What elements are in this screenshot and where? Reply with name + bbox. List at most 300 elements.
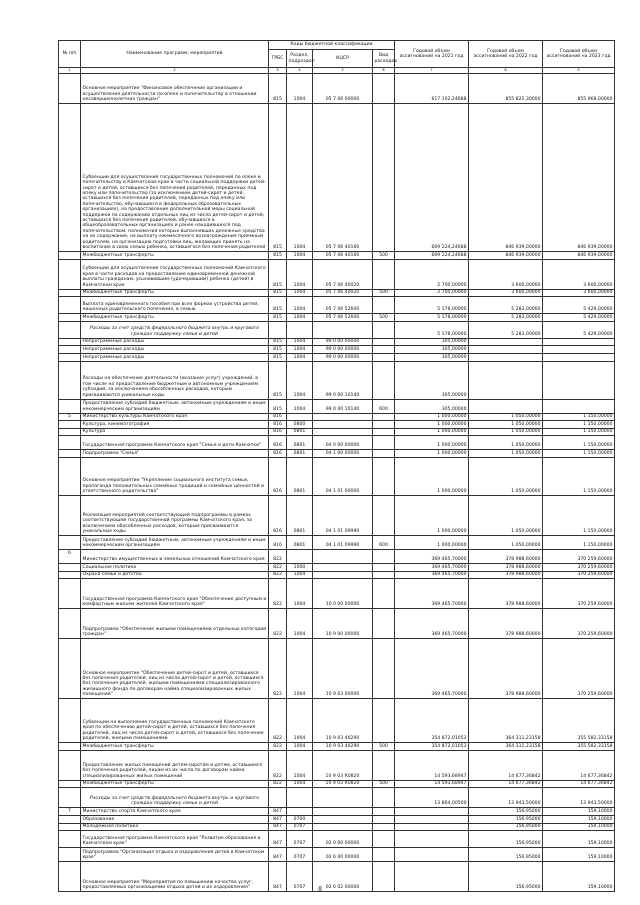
row-amount-2021: 5 178,00000 (395, 321, 469, 338)
row-name: Межбюджетные трансферты (81, 743, 269, 751)
row-section: 1004 (287, 780, 313, 788)
row-amount-2022 (469, 399, 543, 413)
header-vr: Вид расходов (373, 50, 395, 68)
row-amount-2022: 156,95000 (469, 823, 543, 831)
row-section: 1004 (287, 338, 313, 346)
row-csr: 99 0 00 00000 (313, 346, 373, 354)
row-section: 0801 (287, 450, 313, 458)
row-csr: 05 7 06 52600 (313, 314, 373, 322)
row-amount-2023: 846 939,00000 (543, 104, 615, 252)
row-vr (373, 579, 395, 609)
header-codes-group: Коды бюджетной классификации (269, 41, 395, 50)
row-amount-2023: 5 429,00000 (543, 314, 615, 322)
row-section: 1004 (287, 259, 313, 289)
row-name: Подпрограмма "Обеспечение жилыми помещениями отдельных категорий граждан" (81, 609, 269, 639)
row-grbs: 847 (269, 848, 287, 862)
column-index-cell: 8 (469, 68, 543, 74)
row-name: Непрограммные расходы (81, 346, 269, 354)
row-amount-2022: 1 050,00000 (469, 535, 543, 549)
row-amount-2022: 156,95000 (469, 815, 543, 823)
row-name: Государственная программа Камчатского края "Семья и дети Камчатки" (81, 436, 269, 450)
table-row (59, 571, 615, 579)
row-vr (373, 808, 395, 816)
row-section: 0707 (287, 831, 313, 848)
row-section: 1004 (287, 297, 313, 314)
row-grbs: 822 (269, 780, 287, 788)
row-name: Министерство имущественных и земельных отношений Камчатского края (81, 549, 269, 563)
row-section: 1004 (287, 346, 313, 354)
row-amount-2022: 1 050,00000 (469, 495, 543, 535)
row-name: Основное мероприятие "Финансовое обеспечение организации и осуществления деятельности по опеке и попечительству в отношении несовершеннолетних граждан" (81, 74, 269, 104)
row-amount-2022: 13 943,50000 (469, 788, 543, 808)
row-csr (313, 823, 373, 831)
column-index-cell: 6 (373, 68, 395, 74)
table-row (59, 346, 615, 354)
row-csr: 05 7 06 40160 (313, 252, 373, 260)
row-section: 1000 (287, 563, 313, 571)
row-section: 1004 (287, 399, 313, 413)
table-row (59, 808, 615, 816)
row-section: 0707 (287, 862, 313, 892)
row-vr (373, 609, 395, 639)
row-amount-2023: 1 150,00000 (543, 428, 615, 436)
row-grbs (269, 321, 287, 338)
row-csr (313, 413, 373, 421)
row-number (59, 346, 81, 354)
header-csr: КЦСР (313, 50, 373, 68)
row-csr (313, 428, 373, 436)
row-amount-2022 (469, 361, 543, 399)
row-number (59, 571, 81, 579)
row-name: Охрана семьи и детства (81, 571, 269, 579)
row-amount-2022 (469, 338, 543, 346)
row-csr: 04 1 00 00000 (313, 450, 373, 458)
row-amount-2023: 370 259,60000 (543, 571, 615, 579)
row-section: 1004 (287, 74, 313, 104)
row-amount-2022: 156,95000 (469, 808, 543, 816)
budget-table (58, 40, 615, 892)
row-vr (373, 436, 395, 450)
row-csr: 10 9 03 40290 (313, 699, 373, 743)
row-number (59, 609, 81, 639)
row-amount-2021: 14 593,68947 (395, 780, 469, 788)
row-number (59, 428, 81, 436)
row-amount-2023 (543, 346, 615, 354)
table-row (59, 252, 615, 260)
row-vr (373, 353, 395, 361)
row-amount-2021: 305,00000 (395, 399, 469, 413)
row-amount-2022: 156,95000 (469, 848, 543, 862)
row-vr (373, 74, 395, 104)
table-row (59, 563, 615, 571)
row-csr: 10 9 03 R0820 (313, 780, 373, 788)
row-grbs: 822 (269, 571, 287, 579)
row-amount-2021: 609 224,24688 (395, 252, 469, 260)
row-amount-2023: 1 150,00000 (543, 450, 615, 458)
table-row (59, 848, 615, 862)
row-csr: 10 9 03 40290 (313, 743, 373, 751)
row-grbs: 815 (269, 104, 287, 252)
row-number (59, 314, 81, 322)
header-2023: Годовой объем ассигнований на 2023 год (543, 41, 615, 68)
row-csr (313, 788, 373, 808)
row-amount-2021: 369 465,70000 (395, 639, 469, 699)
row-section: 0801 (287, 535, 313, 549)
row-number (59, 74, 81, 104)
row-section: 0801 (287, 436, 313, 450)
table-row (59, 815, 615, 823)
row-name: Непрограммные расходы (81, 338, 269, 346)
table-row (59, 428, 615, 436)
row-grbs: 822 (269, 549, 287, 563)
row-grbs: 816 (269, 421, 287, 429)
row-vr (373, 788, 395, 808)
table-row (59, 495, 615, 535)
row-grbs: 847 (269, 808, 287, 816)
row-vr (373, 815, 395, 823)
row-section (287, 549, 313, 563)
table-row (59, 74, 615, 104)
row-section: 0700 (287, 815, 313, 823)
header-grbs: ГРБС (269, 50, 287, 68)
row-amount-2021: 305,00000 (395, 361, 469, 399)
row-number (59, 495, 81, 535)
row-amount-2021: 305,00000 (395, 353, 469, 361)
table-row (59, 259, 615, 289)
row-grbs: 816 (269, 535, 287, 549)
row-number (59, 457, 81, 495)
table-row (59, 314, 615, 322)
row-name: Субвенции для осуществления государственных полномочий Камчатского края в части расходов на предоставление единовременной денежной выплаты гражданам, усыновившим (удочерившим) ребенка (детей) в Камчатском крае (81, 259, 269, 289)
row-amount-2023: 14 677,36842 (543, 750, 615, 780)
header-num: № п/п (59, 41, 81, 68)
column-index-cell: 5 (313, 68, 373, 74)
row-number (59, 579, 81, 609)
row-section: 1004 (287, 353, 313, 361)
table-row (59, 289, 615, 297)
row-grbs: 847 (269, 862, 287, 892)
row-amount-2021: 13 864,00500 (395, 788, 469, 808)
header-2022: Годовой объем ассигнований на 2022 год (469, 41, 543, 68)
row-vr (373, 549, 395, 563)
row-amount-2022: 364 311,23158 (469, 699, 543, 743)
table-row (59, 639, 615, 699)
row-vr (373, 413, 395, 421)
row-amount-2023: 159,10000 (543, 815, 615, 823)
row-number (59, 848, 81, 862)
row-amount-2022: 14 677,36842 (469, 780, 543, 788)
row-grbs: 815 (269, 346, 287, 354)
row-name: Предоставление субсидий бюджетным, автономным учреждениям и иным некоммерческим организациям (81, 399, 269, 413)
row-amount-2022: 3 600,00000 (469, 289, 543, 297)
row-name: Подпрограмма "Организация отдыха и оздоровления детей в Камчатском крае" (81, 848, 269, 862)
row-amount-2021: 5 178,00000 (395, 314, 469, 322)
row-number: 5 (59, 413, 81, 421)
row-number (59, 399, 81, 413)
row-csr (313, 549, 373, 563)
row-amount-2023: 3 600,00000 (543, 259, 615, 289)
row-amount-2021 (395, 815, 469, 823)
row-number: 6 (59, 549, 81, 563)
row-amount-2023: 1 150,00000 (543, 436, 615, 450)
row-name: Расходы за счет средств федерального бюджета внутрь и кругового граждан поддержку семьи и детей (81, 788, 269, 808)
row-amount-2021: 1 000,00000 (395, 495, 469, 535)
row-name: Выплата единовременного пособия при всех формах устройства детей, лишенных родительского попечения, в семью (81, 297, 269, 314)
row-amount-2022: 1 050,00000 (469, 421, 543, 429)
row-section: 0801 (287, 457, 313, 495)
row-amount-2023: 1 150,00000 (543, 421, 615, 429)
row-amount-2023: 13 943,50000 (543, 788, 615, 808)
row-name: Межбюджетные трансферты (81, 289, 269, 297)
row-amount-2023: 1 150,00000 (543, 535, 615, 549)
row-grbs: 822 (269, 699, 287, 743)
row-name: Государственная программа Камчатского края "Обеспечение доступным и комфортным жильем жителей Камчатского края" (81, 579, 269, 609)
row-number (59, 743, 81, 751)
row-grbs: 816 (269, 428, 287, 436)
table-row (59, 321, 615, 338)
row-csr: 02 6 00 00000 (313, 848, 373, 862)
row-amount-2021: 354 872,01053 (395, 699, 469, 743)
row-vr (373, 428, 395, 436)
row-vr (373, 457, 395, 495)
row-amount-2023: 1 150,00000 (543, 457, 615, 495)
row-vr: 600 (373, 399, 395, 413)
row-amount-2022: 5 283,00000 (469, 321, 543, 338)
row-amount-2023: 355 582,33158 (543, 699, 615, 743)
header-2021: Годовой объем ассигнований на 2021 год (395, 41, 469, 68)
row-amount-2021: 5 178,00000 (395, 297, 469, 314)
row-csr (313, 563, 373, 571)
column-index-cell: 1 (59, 68, 81, 74)
row-number (59, 788, 81, 808)
table-row (59, 823, 615, 831)
table-row (59, 457, 615, 495)
row-number (59, 699, 81, 743)
row-name: Предоставление субсидий бюджетным, автономным учреждениям и иным некоммерческим организациям (81, 535, 269, 549)
row-amount-2021: 1 000,00000 (395, 436, 469, 450)
row-vr (373, 563, 395, 571)
row-amount-2021: 609 224,24688 (395, 104, 469, 252)
row-amount-2022: 1 050,00000 (469, 436, 543, 450)
row-number (59, 252, 81, 260)
row-csr: 10 9 00 00000 (313, 609, 373, 639)
row-amount-2021: 305,00000 (395, 346, 469, 354)
row-name: Субвенции для осуществления государственных полномочий по опеке и попечительству в Камчатском крае в части социальной поддержки детей-сирот и детей, оставшихся без попечения родителей, переданных под опеку или попечительство (за исключением детей-сирот и детей, оставшихся без попечения родителей, переданных под опеку или попечительство, обучающихся в федеральных образовательных организациях), на предоставление дополнительной меры социальной поддержки по содержанию отдельных лиц из числа детей-сирот и детей, оставшихся без попечения родителей, обучавшихся в общеобразовательных организациях и ранее находившихся под попечительством, полномочия которых выполнявших денежные средства на их содержание, на выплату ежемесячного вознаграждения приемным родителям, на организацию подготовки лиц, желающих принять на воспитание в свою семью ребенка, оставшегося без попечения родителей (81, 104, 269, 252)
row-name: Межбюджетные трансферты (81, 780, 269, 788)
row-vr (373, 361, 395, 399)
row-amount-2022: 378 988,60000 (469, 571, 543, 579)
row-grbs: 816 (269, 450, 287, 458)
row-amount-2022: 378 988,60000 (469, 549, 543, 563)
row-csr: 99 0 00 00000 (313, 338, 373, 346)
row-amount-2022: 3 600,00000 (469, 259, 543, 289)
table-body (59, 74, 615, 892)
row-grbs: 822 (269, 609, 287, 639)
row-number (59, 104, 81, 252)
row-name: Основное мероприятие "Мероприятия по повышению качества услуг, предоставляемых организациями отдыха детей и их оздоровления" (81, 862, 269, 892)
row-amount-2023: 370 259,60000 (543, 609, 615, 639)
row-name: Непрограммные расходы (81, 353, 269, 361)
row-vr (373, 495, 395, 535)
row-amount-2023: 355 582,33158 (543, 743, 615, 751)
row-amount-2023: 846 939,00000 (543, 252, 615, 260)
row-grbs: 816 (269, 457, 287, 495)
row-vr (373, 848, 395, 862)
row-grbs: 815 (269, 338, 287, 346)
row-vr: 500 (373, 743, 395, 751)
row-name: Культура (81, 428, 269, 436)
row-grbs: 816 (269, 436, 287, 450)
table-row (59, 750, 615, 780)
row-csr: 05 7 06 40020 (313, 289, 373, 297)
table-row (59, 579, 615, 609)
row-amount-2022: 846 939,00000 (469, 252, 543, 260)
row-amount-2021: 369 465,70000 (395, 571, 469, 579)
row-grbs (269, 788, 287, 808)
row-vr (373, 750, 395, 780)
row-csr (313, 421, 373, 429)
row-amount-2022 (469, 353, 543, 361)
row-amount-2021: 1 000,00000 (395, 428, 469, 436)
table-row (59, 699, 615, 743)
row-section: 0801 (287, 428, 313, 436)
row-csr: 04 1 01 09990 (313, 535, 373, 549)
row-amount-2021: 1 000,00000 (395, 413, 469, 421)
row-number (59, 831, 81, 848)
row-vr: 500 (373, 289, 395, 297)
row-amount-2022: 1 050,00000 (469, 428, 543, 436)
row-amount-2022 (469, 346, 543, 354)
row-amount-2023: 370 259,60000 (543, 563, 615, 571)
row-vr (373, 639, 395, 699)
row-section: 1004 (287, 104, 313, 252)
table-row (59, 535, 615, 549)
row-section: 0800 (287, 421, 313, 429)
table-row (59, 788, 615, 808)
row-number (59, 259, 81, 289)
row-amount-2023: 370 259,60000 (543, 579, 615, 609)
row-amount-2021: 1 000,00000 (395, 535, 469, 549)
row-amount-2021 (395, 808, 469, 816)
row-amount-2023: 159,10000 (543, 831, 615, 848)
row-amount-2023 (543, 361, 615, 399)
row-name: Субвенции на выполнение государственных полномочий Камчатского края по обеспечению детей-сирот и детей, оставшихся без попечения родителей, лиц из числа детей-сирот и детей, оставшихся без попечения родителей, жилыми помещениями (81, 699, 269, 743)
row-name: Межбюджетные трансферты (81, 252, 269, 260)
table-row (59, 297, 615, 314)
row-amount-2021 (395, 848, 469, 862)
page-number: 8 (318, 886, 322, 893)
row-vr (373, 338, 395, 346)
row-section: 1004 (287, 743, 313, 751)
row-number (59, 780, 81, 788)
column-index-cell: 9 (543, 68, 615, 74)
row-csr: 99 0 00 10140 (313, 361, 373, 399)
row-amount-2023 (543, 353, 615, 361)
row-number (59, 289, 81, 297)
row-amount-2021 (395, 831, 469, 848)
row-grbs: 815 (269, 259, 287, 289)
row-grbs: 815 (269, 314, 287, 322)
row-csr: 10 9 03 00000 (313, 639, 373, 699)
row-csr (313, 808, 373, 816)
table-row (59, 780, 615, 788)
row-amount-2021: 2 700,00000 (395, 259, 469, 289)
row-vr: 500 (373, 314, 395, 322)
row-csr: 02 0 00 00000 (313, 831, 373, 848)
row-csr: 99 0 00 00000 (313, 353, 373, 361)
row-csr: 04 0 00 00000 (313, 436, 373, 450)
row-amount-2022: 5 283,00000 (469, 297, 543, 314)
row-vr (373, 259, 395, 289)
row-csr: 05 7 06 40020 (313, 259, 373, 289)
row-section: 1004 (287, 579, 313, 609)
row-section: 0707 (287, 848, 313, 862)
table-row (59, 353, 615, 361)
table-row (59, 104, 615, 252)
row-section: 1004 (287, 571, 313, 579)
row-amount-2023 (543, 338, 615, 346)
row-section (287, 321, 313, 338)
row-number (59, 297, 81, 314)
row-csr (313, 571, 373, 579)
row-amount-2021: 369 465,70000 (395, 549, 469, 563)
row-name: Образование (81, 815, 269, 823)
table-row (59, 436, 615, 450)
table-row (59, 743, 615, 751)
row-amount-2022: 156,95000 (469, 862, 543, 892)
table-row (59, 549, 615, 563)
row-amount-2021: 14 593,68947 (395, 750, 469, 780)
row-grbs: 847 (269, 815, 287, 823)
row-amount-2021: 1 000,00000 (395, 421, 469, 429)
row-section: 0707 (287, 823, 313, 831)
row-amount-2023: 855 968,00000 (543, 74, 615, 104)
column-index-cell: 2 (81, 68, 269, 74)
row-amount-2023: 159,10000 (543, 823, 615, 831)
row-number (59, 535, 81, 549)
header-name: Наименование программ, мероприятий (81, 41, 269, 68)
table-row (59, 450, 615, 458)
row-vr (373, 346, 395, 354)
row-amount-2022: 846 939,00000 (469, 104, 543, 252)
row-amount-2023 (543, 399, 615, 413)
row-grbs: 815 (269, 297, 287, 314)
row-amount-2022: 1 050,00000 (469, 457, 543, 495)
row-amount-2023: 3 600,00000 (543, 289, 615, 297)
row-grbs: 822 (269, 563, 287, 571)
row-number (59, 563, 81, 571)
row-amount-2023: 5 429,00000 (543, 297, 615, 314)
row-amount-2022: 378 988,60000 (469, 563, 543, 571)
row-name: Подпрограмма "Семья" (81, 450, 269, 458)
row-amount-2022: 156,95000 (469, 831, 543, 848)
row-section: 1004 (287, 609, 313, 639)
row-amount-2023: 370 259,60000 (543, 639, 615, 699)
row-grbs: 822 (269, 639, 287, 699)
row-section: 1004 (287, 639, 313, 699)
row-number (59, 823, 81, 831)
row-amount-2021: 1 000,00000 (395, 457, 469, 495)
row-csr: 05 7 06 00000 (313, 74, 373, 104)
row-section: 1004 (287, 699, 313, 743)
row-csr: 99 0 00 10140 (313, 399, 373, 413)
row-amount-2022: 1 050,00000 (469, 413, 543, 421)
row-name: Министерство спорта Камчатского края (81, 808, 269, 816)
row-grbs: 815 (269, 399, 287, 413)
row-number (59, 421, 81, 429)
row-section: 0801 (287, 495, 313, 535)
table-row (59, 609, 615, 639)
